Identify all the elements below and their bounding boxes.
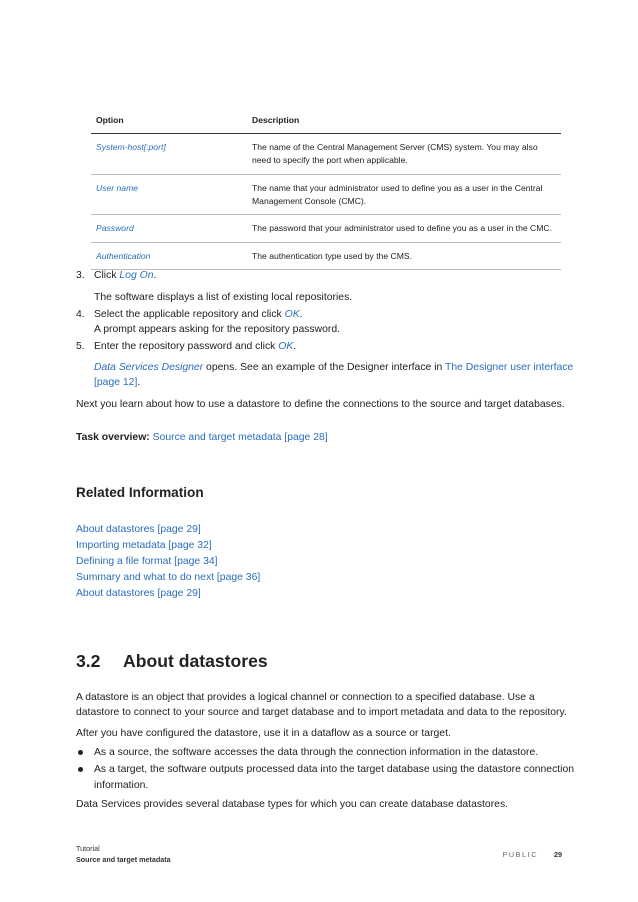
list-item: As a target, the software outputs processed data into the target database using the datastore connection information. (76, 762, 576, 793)
list-item: As a source, the software accesses the data through the connection information in the datastore. (76, 745, 576, 760)
footer-classification: PUBLIC (502, 850, 538, 859)
related-link[interactable]: Defining a file format [page 34] (76, 556, 218, 567)
step-text: Select the applicable repository and click (94, 309, 285, 320)
description-cell: The name that your administrator used to define you as a user in the Central Management Console (CMC). (247, 174, 561, 215)
data-services-designer-link[interactable]: Data Services Designer (94, 362, 204, 373)
step-text: Click (94, 270, 120, 281)
footer-page-info (502, 850, 562, 859)
step-text: Enter the repository password and click (94, 341, 279, 352)
step-number: 5. (76, 341, 85, 352)
step-4-result: A prompt appears asking for the repository password. (94, 324, 341, 335)
section-paragraph-2: After you have configured the datastore, use it in a dataflow as a source or target. (76, 728, 451, 739)
related-links-list (76, 522, 260, 602)
task-overview-link[interactable]: Source and target metadata [page 28] (152, 432, 328, 443)
related-link[interactable]: Summary and what to do next [page 36] (76, 572, 261, 583)
section-heading (76, 651, 268, 672)
footer-document-info (76, 843, 171, 865)
log-on-link[interactable]: Log On (119, 270, 154, 281)
section-paragraph-3: Data Services provides several database types for which you can create database datastores. (76, 799, 509, 810)
designer-ui-link[interactable]: The Designer user interface [page 12] (94, 362, 574, 389)
step-number: 4. (76, 309, 85, 320)
bullet-icon (78, 767, 83, 772)
description-cell: The name of the Central Management Server (CMS) system. You may also need to specify the port when applicable. (247, 134, 561, 175)
footer-doc-title: Tutorial (76, 844, 100, 853)
table-row (91, 174, 561, 215)
related-link[interactable]: Importing metadata [page 32] (76, 540, 212, 551)
section-number: 3.2 (76, 651, 101, 671)
ok-link[interactable]: OK (278, 341, 294, 352)
bullet-list (76, 745, 576, 795)
column-header-option: Option (91, 108, 247, 134)
step-4: 4. Select the applicable repository and click OK. (76, 307, 576, 322)
table-row (91, 134, 561, 175)
step-5: 5. Enter the repository password and click OK. (76, 339, 576, 354)
step-5-result: Data Services Designer opens. See an example of the Designer interface in The Designer user interface [page 12]. (94, 362, 574, 389)
options-table (91, 108, 561, 270)
column-header-description: Description (247, 108, 561, 134)
related-link[interactable]: About datastores [page 29] (76, 588, 201, 599)
task-overview-label: Task overview: (76, 432, 150, 443)
task-overview (76, 430, 576, 445)
description-cell: The password that your administrator used to define you as a user in the CMC. (247, 215, 561, 242)
option-cell: Password (91, 215, 247, 242)
option-cell: System-host[:port] (91, 134, 247, 175)
related-link[interactable]: About datastores [page 29] (76, 524, 201, 535)
bullet-icon (78, 750, 83, 755)
table-header-row (91, 108, 561, 134)
related-information-heading: Related Information (76, 485, 204, 500)
section-paragraph-1: A datastore is an object that provides a logical channel or connection to a specified database. Use a datastore to connect to your source and target database and to import metadata and data to the repository. (76, 692, 567, 719)
ok-link[interactable]: OK (284, 309, 300, 320)
footer-chapter: Source and target metadata (76, 855, 171, 864)
page-number: 29 (554, 850, 562, 859)
option-cell: Authentication (91, 242, 247, 269)
description-cell: The authentication type used by the CMS. (247, 242, 561, 269)
step-3: 3. Click Log On. (76, 268, 576, 283)
section-title: About datastores (123, 651, 268, 671)
table-row (91, 215, 561, 242)
step-3-result: The software displays a list of existing local repositories. (94, 292, 353, 303)
next-paragraph: Next you learn about how to use a datastore to define the connections to the source and target databases. (76, 399, 565, 410)
option-cell: User name (91, 174, 247, 215)
table-row (91, 242, 561, 269)
step-number: 3. (76, 270, 85, 281)
